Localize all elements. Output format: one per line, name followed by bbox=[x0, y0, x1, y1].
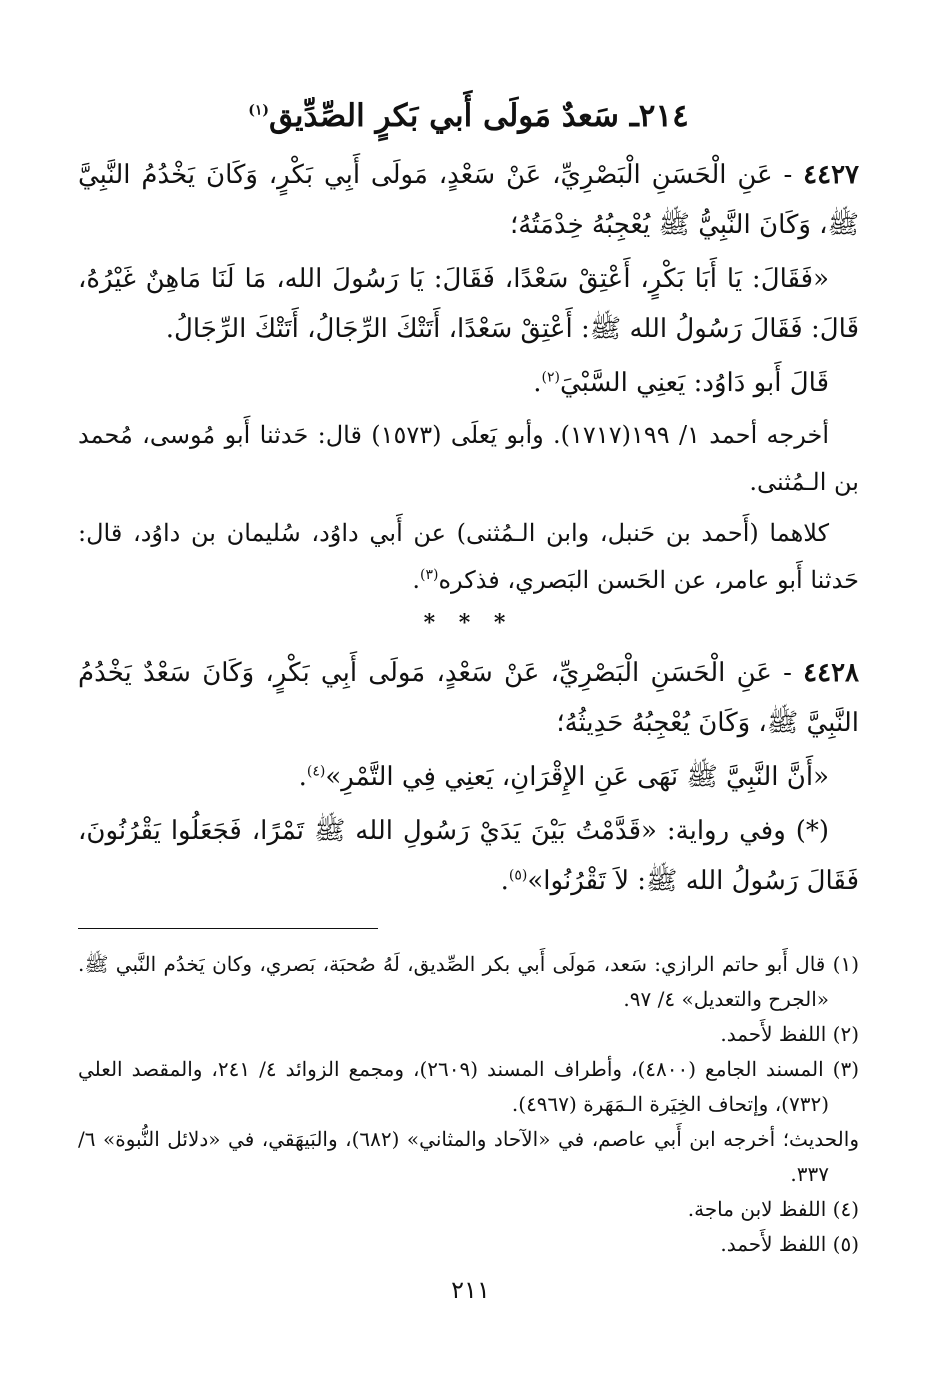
abu-dawud-text: قَالَ أَبو دَاوُد: يَعنِي السَّبْيَ bbox=[559, 368, 829, 398]
takhrij-4427-b-text: كلاهما (أَحمد بن حَنبل، وابن الـمُثنى) عن أَبي داوُد، سُليمان بن داوُد، قال: حَدثنا أَبو عامر، عن الحَسن البَصري، فذكره bbox=[78, 519, 859, 594]
hadith-number-4428: ٤٤٢٨ bbox=[803, 658, 859, 688]
footnote-5: (٥) اللفظ لأَحمد. bbox=[720, 1232, 859, 1256]
hadith-4427-text: - عَنِ الْحَسَنِ الْبَصْرِيِّ، عَنْ سَعْدٍ، مَولَى أَبِي بَكْرٍ، وَكَانَ يَخْدُمُ النَّبِيَّ ﷺ، وَكَانَ النَّبِيُّ ﷺ يُعْجِبُهُ خِدْمَتُهُ؛ bbox=[78, 160, 859, 240]
hadith-4428-isnad bbox=[78, 648, 859, 748]
footnote-3: (٣) المسند الجامع (٤٨٠٠)، وأطراف المسند (٢٦٠٩)، ومجمع الزوائد ٤/ ٢٤١، والمقصد العلي (٧٣٢)، وإتحاف الخِيَرة الـمَهَرة (٤٩٦٧). bbox=[78, 1057, 859, 1116]
footnote-4: (٤) اللفظ لابن ماجة. bbox=[687, 1197, 859, 1221]
chapter-title bbox=[78, 92, 859, 140]
hadith-4428-riwaya-text: (*) وفي رواية: «قَدَّمْتُ بَيْنَ يَدَيْ رَسُولِ الله ﷺ تَمْرًا، فَجَعَلُوا يَقْرُنُونَ، فَقَالَ رَسُولُ الله ﷺ: لاَ تَقْرُنُوا» bbox=[78, 816, 859, 896]
takhrij-4427-a: أخرجه أحمد ١/ ١٩٩(١٧١٧). وأبو يَعلَى (١٥٧٣) قال: حَدثنا أَبو مُوسى، مُحمد بن الـمُثنى. bbox=[78, 421, 859, 496]
footnote-ref-4[interactable]: (٤) bbox=[306, 763, 326, 780]
hadith-4428-matn-text: «أَنَّ النَّبِيَّ ﷺ نَهَى عَنِ الإِقْرَانِ، يَعنِي فِي التَّمْرِ» bbox=[325, 762, 829, 792]
hadith-4427-isnad bbox=[78, 150, 859, 250]
hadith-number-4427: ٤٤٢٧ bbox=[803, 160, 860, 190]
hadith-4428-matn: «أَنَّ النَّبِيَّ ﷺ نَهَى عَنِ الإِقْرَانِ، يَعنِي فِي التَّمْرِ»$^{(٤)}$. bbox=[298, 762, 829, 792]
takhrij-4427-b: كلاهما (أَحمد بن حَنبل، وابن الـمُثنى) عن أَبي داوُد، سُليمان بن داوُد، قال: حَدثنا أَبو عامر، عن الحَسن البَصري، فذكره$^{(٣)}$. bbox=[78, 519, 859, 594]
footnote-ref-5[interactable]: (٥) bbox=[508, 867, 528, 884]
footnote-1: (١) قال أَبو حاتم الرازي: سَعد، مَولَى أَبي بكر الصِّديق، لَهُ صُحبَة، بَصري، وكان يَخدُم النَّبي ﷺ. «الجرح والتعديل» ٤/ ٩٧. bbox=[78, 952, 859, 1011]
section-separator: * * * bbox=[423, 610, 514, 636]
chapter-title-text: ـ سَعدٌ مَولَى أَبي بَكرٍ الصِّدِّيق bbox=[269, 98, 639, 134]
hadith-4428-riwaya: (*) وفي رواية: «قَدَّمْتُ بَيْنَ يَدَيْ رَسُولِ الله ﷺ تَمْرًا، فَجَعَلُوا يَقْرُنُونَ، فَقَالَ رَسُولُ الله ﷺ: لاَ تَقْرُنُوا»$^{(٥)}$. bbox=[78, 816, 859, 896]
chapter-number: ٢١٤ bbox=[638, 98, 689, 134]
footnote-2: (٢) اللفظ لأَحمد. bbox=[720, 1022, 859, 1046]
footnote-ref-1[interactable]: (١) bbox=[248, 102, 270, 119]
footnotes bbox=[78, 947, 859, 1262]
page-number: ٢١١ bbox=[451, 1276, 490, 1304]
hadith-4428-text: - عَنِ الْحَسَنِ الْبَصْرِيِّ، عَنْ سَعْدٍ، مَولَى أَبِي بَكْرٍ، وَكَانَ سَعْدٌ يَخْدُمُ النَّبِيَّ ﷺ، وَكَانَ يُعْجِبُهُ حَدِيثُهُ؛ bbox=[78, 658, 859, 738]
footnote-ref-3[interactable]: (٣) bbox=[420, 567, 439, 583]
footnote-3-continued: والحديث؛ أخرجه ابن أَبي عاصم، في «الآحاد والمثاني» (٦٨٢)، والبَيهَقي، في «دلائل النُّبوة» ٦/ ٣٣٧. bbox=[78, 1127, 859, 1186]
abu-dawud-comment: قَالَ أَبو دَاوُد: يَعنِي السَّبْيَ$^{(٢)}$. bbox=[533, 368, 829, 398]
hadith-4427-matn: «فَقَالَ: يَا أَبَا بَكْرٍ، أَعْتِقْ سَعْدًا، فَقَالَ: يَا رَسُولَ الله، مَا لَنَا مَاهِنٌ غَيْرُهُ، قَالَ: فَقَالَ رَسُولُ الله ﷺ: أَعْتِقْ سَعْدًا، أَتَتْكَ الرِّجَالُ، أَتَتْكَ الرِّجَالُ. bbox=[78, 264, 859, 344]
footnote-divider bbox=[78, 928, 378, 929]
footnote-ref-2[interactable]: (٢) bbox=[541, 369, 560, 386]
